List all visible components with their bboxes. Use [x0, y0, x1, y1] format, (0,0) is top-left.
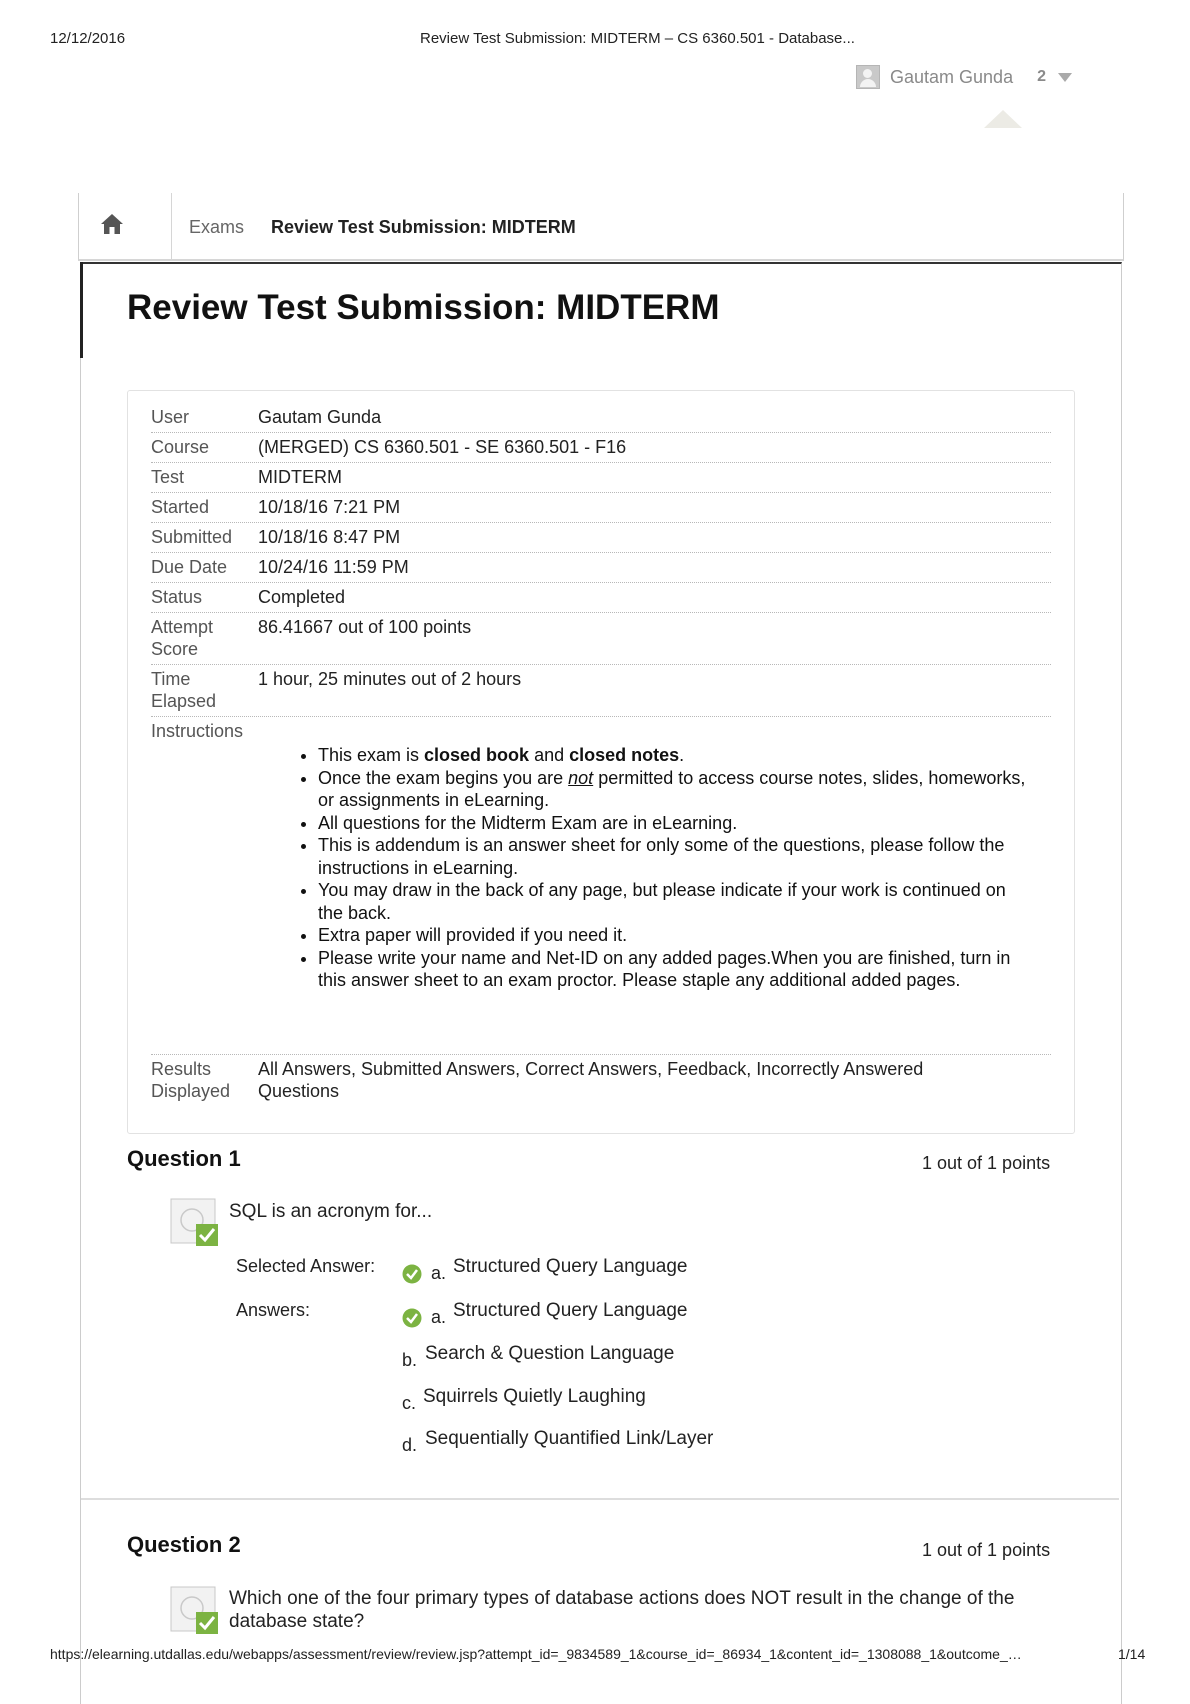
details-row-test [151, 466, 1051, 493]
print-page-title: Review Test Submission: MIDTERM – CS 6360.501 - Database... [420, 30, 855, 47]
answer-option-text: Structured Query Language [453, 1300, 688, 1321]
instruction-item: • You may draw in the back of any page, but please indicate if your work is continued on the back. [318, 879, 1034, 924]
answer-letter: b. [402, 1350, 418, 1370]
question-divider [81, 1498, 1119, 1500]
page-title: Review Test Submission: MIDTERM [127, 288, 720, 327]
answer-option-text: Squirrels Quietly Laughing [423, 1386, 646, 1407]
question-2-points: 1 out of 1 points [922, 1540, 1051, 1560]
question-1-points: 1 out of 1 points [922, 1153, 1051, 1173]
answer-letter: a. [431, 1307, 447, 1327]
instructions-list [274, 744, 1034, 992]
details-label: Attempt [151, 617, 214, 637]
details-label: Instructions [151, 721, 244, 741]
details-label: Displayed [151, 1081, 231, 1101]
details-row-user [151, 406, 1051, 433]
check-icon [402, 1264, 422, 1284]
details-label: Time [151, 669, 191, 689]
details-label: Due Date [151, 557, 228, 577]
details-row-results-displayed [151, 1058, 1051, 1110]
question-2-text: Which one of the four primary types of database actions does NOT result in the change of the [229, 1588, 1015, 1609]
details-label: Test [151, 467, 185, 487]
details-value: All Answers, Submitted Answers, Correct Answers, Feedback, Incorrectly Answered [258, 1059, 924, 1079]
details-label: Course [151, 437, 210, 457]
instruction-item: • All questions for the Midterm Exam are in eLearning. [318, 812, 1034, 835]
question-2-title: Question 2 [127, 1532, 241, 1557]
home-button[interactable] [79, 193, 172, 259]
print-url: https://elearning.utdallas.edu/webapps/assessment/review/review.jsp?attempt_id=_9834589_1&course_id=_86934_1&content_id=_1308088_1&outcome_… [50, 1646, 1022, 1662]
content-accent-bar [80, 262, 83, 358]
user-menu[interactable] [856, 64, 1072, 90]
details-label: Score [151, 639, 199, 659]
correct-answer-icon [170, 1198, 220, 1248]
chevron-down-icon[interactable] [1058, 73, 1072, 82]
breadcrumb-current: Review Test Submission: MIDTERM [271, 217, 576, 237]
details-value: 10/24/16 11:59 PM [258, 557, 409, 577]
print-date: 12/12/2016 [50, 30, 126, 47]
details-row-status [151, 586, 1051, 613]
details-row-course [151, 436, 1051, 463]
details-label: Elapsed [151, 691, 217, 711]
selected-answer-label: Selected Answer: [236, 1256, 376, 1276]
avatar [856, 65, 880, 89]
breadcrumb-exams-link[interactable]: Exams [189, 217, 245, 237]
answer-letter: c. [402, 1393, 417, 1413]
details-label: User [151, 407, 190, 427]
question-1-text: SQL is an acronym for... [229, 1201, 433, 1222]
answer-option-text: Sequentially Quantified Link/Layer [425, 1428, 714, 1449]
home-icon [99, 211, 125, 237]
breadcrumb [78, 193, 1124, 261]
details-value: 10/18/16 8:47 PM [258, 527, 401, 547]
details-row-attempt-score [151, 616, 1051, 665]
answer-option-text: Search & Question Language [425, 1343, 675, 1364]
answer-letter: a. [431, 1263, 447, 1283]
answer-letter: d. [402, 1435, 418, 1455]
selected-answer-text: Structured Query Language [453, 1256, 688, 1277]
details-label: Results [151, 1059, 212, 1079]
details-row-submitted [151, 526, 1051, 553]
question-1-title: Question 1 [127, 1146, 241, 1171]
details-value: MIDTERM [258, 467, 342, 487]
instruction-item: • Once the exam begins you are not permitted to access course notes, slides, homeworks, or assignments in eLearning. [318, 767, 1034, 812]
user-name: Gautam Gunda [890, 66, 1014, 87]
details-row-time-elapsed [151, 668, 1051, 717]
instruction-item: • This is addendum is an answer sheet for only some of the questions, please follow the instructions in eLearning. [318, 834, 1034, 879]
details-value: Completed [258, 587, 346, 607]
instruction-item: • This exam is closed book and closed notes. [318, 744, 1034, 767]
question-2-text: database state? [229, 1611, 365, 1632]
details-row-due-date [151, 556, 1051, 583]
details-row-started [151, 496, 1051, 523]
details-value: Questions [258, 1081, 340, 1101]
details-value: (MERGED) CS 6360.501 - SE 6360.501 - F16 [258, 437, 627, 457]
check-icon [402, 1308, 422, 1328]
menu-pointer [984, 110, 1022, 128]
details-label: Status [151, 587, 203, 607]
notification-count-badge: 2 [1037, 68, 1046, 85]
details-value: Gautam Gunda [258, 407, 382, 427]
instruction-item: • Extra paper will provided if you need it. [318, 924, 1034, 947]
correct-answer-icon [170, 1586, 220, 1636]
details-value: 10/18/16 7:21 PM [258, 497, 401, 517]
details-label: Started [151, 497, 210, 517]
answers-label: Answers: [236, 1300, 311, 1320]
details-label: Submitted [151, 527, 233, 547]
print-page-number: 1/14 [1118, 1646, 1146, 1662]
details-value: 1 hour, 25 minutes out of 2 hours [258, 669, 522, 689]
instruction-item: • Please write your name and Net-ID on any added pages.When you are finished, turn in this answer sheet to an exam proctor. Please staple any additional added pages. [318, 947, 1034, 992]
details-value: 86.41667 out of 100 points [258, 617, 472, 637]
